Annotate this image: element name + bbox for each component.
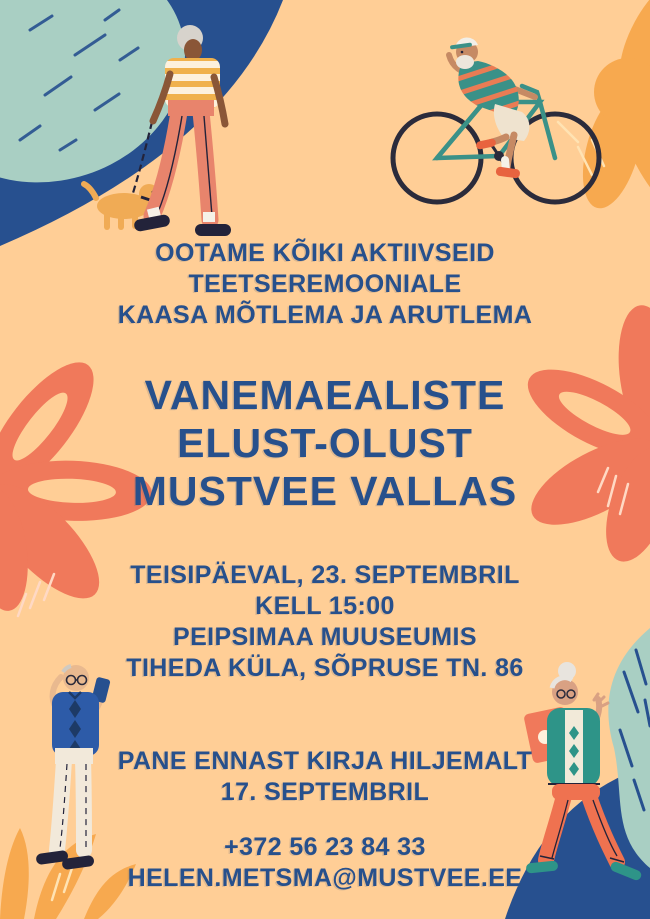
event-time: KELL 15:00 — [255, 592, 395, 620]
event-details-block — [0, 560, 650, 684]
title-line-3: MUSTVEE VALLAS — [132, 468, 518, 514]
intro-line-3: KAASA MÕTLEMA JA ARUTLEMA — [117, 301, 533, 329]
register-deadline: 17. SEPTEMBRIL — [220, 778, 430, 806]
poster-title — [0, 371, 650, 515]
intro-line-2: TEETSEREMOONIALE — [188, 270, 462, 298]
event-venue: PEIPSIMAA MUUSEUMIS — [173, 623, 477, 651]
intro-line-1: OOTAME KÕIKI AKTIIVSEID — [155, 239, 495, 267]
register-line-1: PANE ENNAST KIRJA HILJEMALT — [117, 747, 533, 775]
title-line-1: VANEMAEALISTE — [144, 372, 506, 418]
contact-phone: +372 56 23 84 33 — [224, 833, 426, 861]
cyclist-illustration — [393, 38, 599, 202]
contact-email: HELEN.METSMA@MUSTVEE.EE — [127, 864, 523, 892]
event-address: TIHEDA KÜLA, SÕPRUSE TN. 86 — [126, 654, 524, 682]
event-date: TEISIPÄEVAL, 23. SEPTEMBRIL — [130, 561, 520, 589]
registration-block — [0, 746, 650, 808]
intro-text-block — [0, 238, 650, 331]
marigold-flower-icon — [558, 0, 650, 228]
contact-block — [0, 832, 650, 894]
title-line-2: ELUST-OLUST — [177, 420, 473, 466]
